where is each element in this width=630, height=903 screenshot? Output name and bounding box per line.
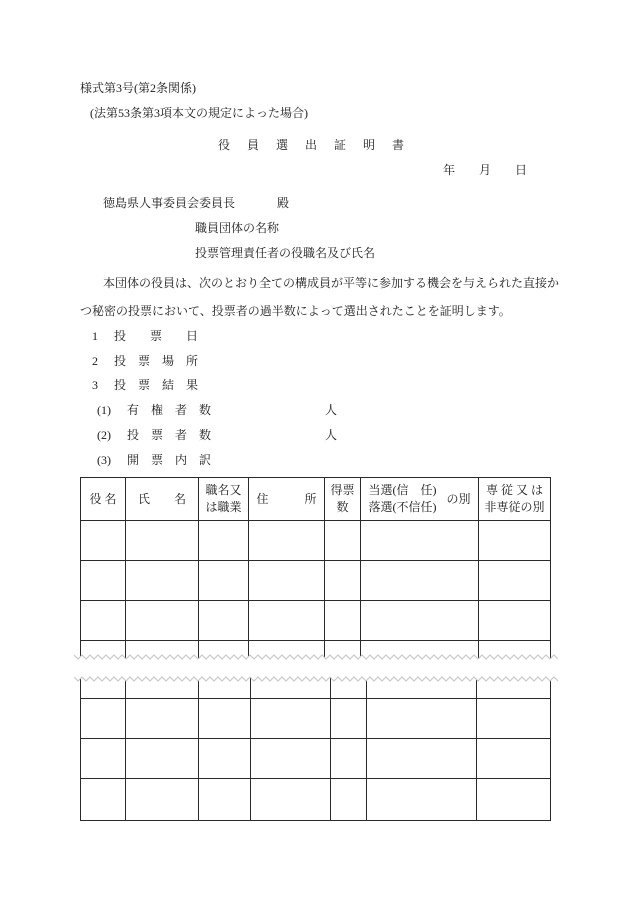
vote-results-table-continued [80, 674, 551, 821]
header-line: 専 従 又 は [485, 483, 543, 497]
org-name-label: 職員団体の名称 [195, 221, 280, 235]
table-cell [249, 601, 325, 641]
date-line: 年 月 日 [443, 163, 528, 177]
table-cell [361, 601, 479, 641]
sub-item-label: 有 権 者 数 [127, 403, 212, 417]
sub-item-unit: 人 [325, 403, 338, 417]
table-cell [199, 521, 249, 561]
header-line: 得票 [330, 483, 355, 497]
table-row [81, 601, 551, 641]
sub-item-number: (1) [97, 403, 111, 417]
table-cell [81, 521, 126, 561]
table-row [81, 738, 551, 778]
table-cell [81, 738, 126, 778]
table-cell [251, 778, 331, 820]
table-cell [367, 778, 477, 820]
table-cell [477, 738, 551, 778]
sub-item-label: 開 票 内 訳 [127, 453, 212, 467]
table-cell [81, 601, 126, 641]
table-cell [331, 738, 367, 778]
manager-label: 投票管理責任者の役職名及び氏名 [195, 246, 376, 260]
sub-item-number: (2) [97, 428, 111, 442]
header-suffix: の別 [446, 491, 471, 506]
header-fulltime-status [479, 478, 551, 521]
header-position [81, 478, 126, 521]
header-line: 住 所 [256, 491, 317, 506]
header-name [126, 478, 199, 521]
table-cell [249, 561, 325, 601]
table-cell [477, 778, 551, 820]
form-number: 様式第3号(第2条関係) [80, 81, 196, 95]
header-line: 非専従の別 [484, 500, 545, 514]
item-label: 投 票 場 所 [114, 354, 199, 368]
table-cell [361, 561, 479, 601]
item-number: 2 [92, 354, 98, 368]
header-line: 当選(信 任) [368, 483, 437, 497]
table-cell [367, 698, 477, 738]
body-line: つ秘密の投票において、投票者の過半数によって選出されたことを証明します。 [80, 304, 511, 318]
sub-item-number: (3) [97, 453, 111, 467]
sub-item-label: 投 票 者 数 [127, 428, 212, 442]
table-cell [249, 521, 325, 561]
document-title: 役 員 選 出 証 明 書 [218, 138, 407, 152]
table-cell [325, 601, 361, 641]
header-votes [325, 478, 361, 521]
table-cell [479, 561, 551, 601]
header-line: 落選(不信任) [368, 500, 437, 514]
table-body-upper [81, 521, 551, 663]
addressee-honorific: 殿 [277, 196, 290, 210]
table-cell [361, 521, 479, 561]
header-line: 役 名 [89, 491, 117, 506]
table-cell [126, 698, 199, 738]
table-cell [325, 521, 361, 561]
table-cell [367, 738, 477, 778]
table-row [81, 778, 551, 820]
table-cell [199, 601, 249, 641]
table-row [81, 521, 551, 561]
table-row [81, 561, 551, 601]
table-cell [126, 601, 199, 641]
table-cell [331, 778, 367, 820]
item-label: 投 票 結 果 [114, 378, 199, 392]
table-cell [81, 698, 126, 738]
table-cell [325, 561, 361, 601]
table-cell [199, 778, 251, 820]
header-line: は職業 [205, 500, 242, 514]
vote-results-table [80, 477, 551, 663]
table-cell [126, 738, 199, 778]
body-line: 本団体の役員は、次のとおり全ての構成員が平等に参加する機会を与えられた直接か [103, 276, 560, 290]
table-cell [331, 698, 367, 738]
sub-item-unit: 人 [325, 428, 338, 442]
table-cell [126, 521, 199, 561]
table-cell [199, 698, 251, 738]
header-occupation [199, 478, 249, 521]
table-cell [81, 561, 126, 601]
table-cell [126, 561, 199, 601]
form-subtitle: (法第53条第3項本文の規定によった場合) [90, 106, 308, 120]
table-cell [199, 561, 249, 601]
header-elected-lines [368, 482, 436, 516]
table-cell [251, 738, 331, 778]
item-number: 1 [92, 329, 98, 343]
header-address [249, 478, 325, 521]
table-cell [479, 521, 551, 561]
table-row [81, 698, 551, 738]
table-cell [81, 778, 126, 820]
header-line: 職名又 [205, 483, 242, 497]
table-cell [126, 778, 199, 820]
table-cell [477, 698, 551, 738]
header-line: 数 [336, 500, 349, 514]
table-body-lower [81, 674, 551, 820]
header-line: 氏 名 [137, 491, 186, 506]
addressee-name: 徳島県人事委員会委員長 [103, 196, 236, 210]
table-cell [479, 601, 551, 641]
table-cell [251, 698, 331, 738]
item-number: 3 [92, 378, 98, 392]
header-elected-wrap [361, 482, 478, 516]
table-header-row [81, 478, 551, 521]
table-cell [199, 738, 251, 778]
page-break-wave [74, 650, 558, 686]
item-label: 投 票 日 [114, 329, 199, 343]
header-elected-status [361, 478, 479, 521]
